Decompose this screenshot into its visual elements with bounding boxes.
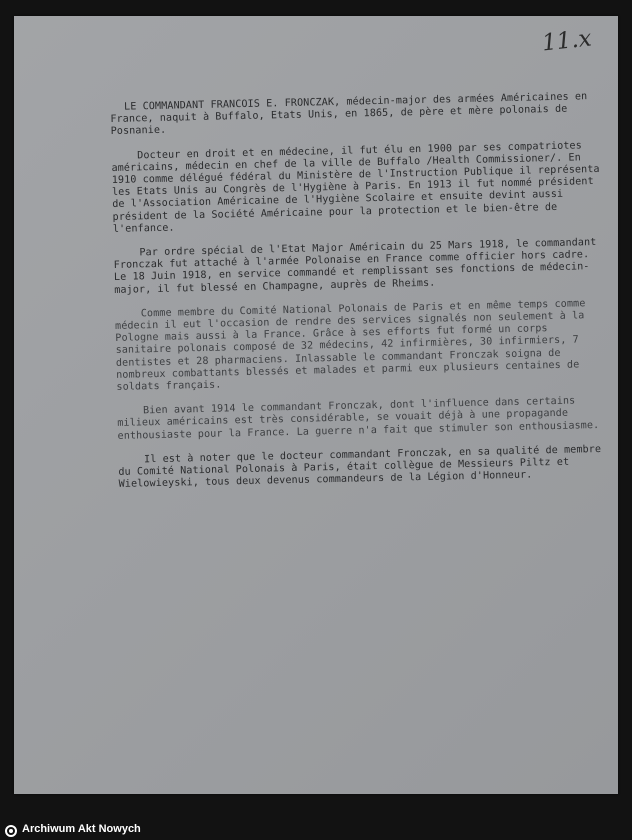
paragraph-note: Il est à noter que le docteur commandant Fronczak, en sa qualité de membre du Comité National Polonais à Paris, était collègue de Messieurs Piltz et Wielowieyski, tous deux devenus commandeurs de la Légion d'Honneur. (118, 443, 602, 491)
archive-logo-icon (5, 825, 17, 837)
paragraph-career: Docteur en droit et en médecine, il fut élu en 1900 par ses compatriotes américains, médecin en chef de la ville de Buffalo /Health Commissioner/. En 1910 comme délégué fédéral du Ministère de l'Instruction Publique il représenta les Etats Unis au Congrès de l'Hygiène à Paris. En 1913 il fut nommé président de l'Association Américaine de l'Hygiène Scolaire et ensuite devint aussi président de la Société Américaine pour la protection et le bien-être de l'enfance. (111, 139, 600, 235)
document-page (14, 16, 618, 794)
paragraph-committee: Comme membre du Comité National Polonais de Paris et en même temps comme médecin il eut l'occasion de rendre des services signalés non seulement à la Pologne mais aussi à la France. Grâce à ses efforts fut formé un corps sanitaire polonais composé de 32 médecins, 42 infirmières, 30 infirmiers, 7 dentistes et 28 pharmaciens. Inlassable le commandant Fronczak soigna de nombreux combattants blessés et malades et parmi eux plusieurs centaines de soldats français. (114, 298, 586, 393)
paragraph-propaganda: Bien avant 1914 le commandant Fronczak, dont l'influence dans certains milieux américains est très considérable, se vouait déjà à une propagande enthousiaste pour la France. La guerre n'a fait que stimuler son enthousiasme. (117, 395, 600, 442)
archive-footer-bar (0, 808, 632, 840)
archive-signature-mark: 11.x (540, 25, 593, 57)
typed-letter-body (110, 91, 611, 504)
paragraph-military: Par ordre spécial de l'Etat Major Américain du 25 Mars 1918, le commandant Fronczak fut attaché à l'armée Polonaise en France comme officier hors cadre. Le 18 Juin 1918, en service commandé et remplissant ses fonctions de médecin-major, il fut blessé en Champagne, auprès de Rheims. (113, 237, 597, 296)
paragraph-intro: LE COMMANDANT FRANCOIS E. FRONCZAK, médecin-major des armées Américaines en France, naquit à Buffalo, Etats Unis, en 1865, de père et mère polonais de Posnanie. (110, 91, 588, 138)
archive-footer-label: Archiwum Akt Nowych (22, 823, 141, 835)
